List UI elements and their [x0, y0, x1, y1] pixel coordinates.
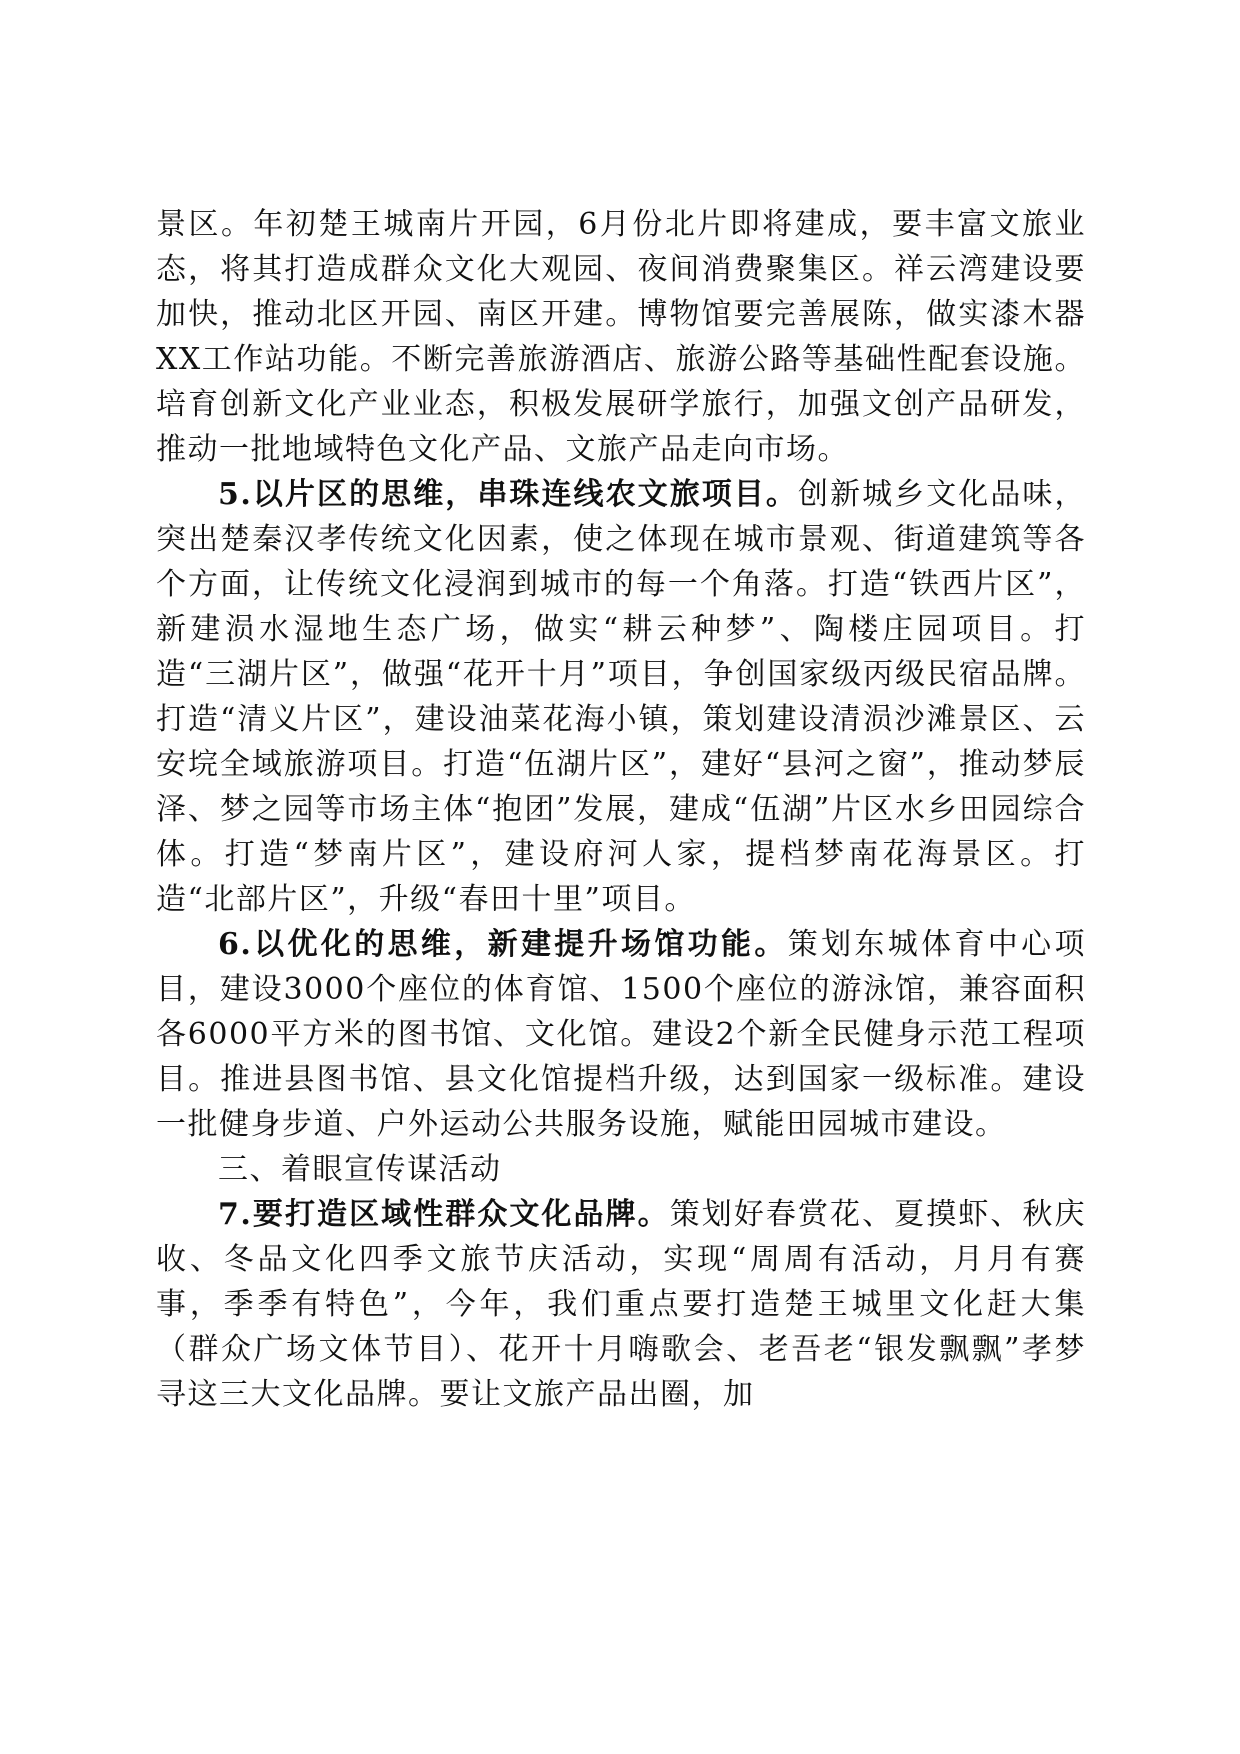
section-heading-publicity: [156, 1147, 1086, 1192]
paragraph-scenic-area: [156, 202, 1086, 472]
document-body: [156, 202, 1086, 1417]
paragraph-text: 创新城乡文化品味，突出楚秦汉孝传统文化因素，使之体现在城市景观、街道建筑等各个方面，让传统文化浸润到城市的每一个角落。打造“铁西片区”，新建涢水湿地生态广场，做实“耕云种梦”、陶楼庄园项目。打造“三湖片区”，做强“花开十月”项目，争创国家级丙级民宿品牌。打造“清义片区”，建设油菜花海小镇，策划建设清涢沙滩景区、云安垸全域旅游项目。打造“伍湖片区”，建好“县河之窗”，推动梦辰泽、梦之园等市场主体“抱团”发展，建成“伍湖”片区水乡田园综合体。打造“梦南片区”，建设府河人家，提档梦南花海景区。打造“北部片区”，升级“春田十里”项目。: [156, 477, 1086, 917]
paragraph-text: 策划东城体育中心项目，建设3000个座位的体育馆、1500个座位的游泳馆，兼容面积各6000平方米的图书馆、文化馆。建设2个新全民健身示范工程项目。推进县图书馆、县文化馆提档升级，达到国家一级标准。建设一批健身步道、户外运动公共服务设施，赋能田园城市建设。: [156, 927, 1086, 1142]
paragraph-text: 策划好春赏花、夏摸虾、秋庆收、冬品文化四季文旅节庆活动，实现“周周有活动，月月有赛事，季季有特色”，今年，我们重点要打造楚王城里文化赶大集（群众广场文体节目）、花开十月嗨歌会、老吾老“银发飘飘”孝梦寻这三大文化品牌。要让文旅产品出圈，加: [156, 1197, 1086, 1412]
paragraph-heading: 7.要打造区域性群众文化品牌。: [218, 1197, 670, 1232]
paragraph-heading: 5.以片区的思维，串珠连线农文旅项目。: [218, 477, 798, 512]
paragraph-text: 景区。年初楚王城南片开园，6月份北片即将建成，要丰富文旅业态，将其打造成群众文化大观园、夜间消费聚集区。祥云湾建设要加快，推动北区开园、南区开建。博物馆要完善展陈，做实漆木器XX工作站功能。不断完善旅游酒店、旅游公路等基础性配套设施。培育创新文化产业业态，积极发展研学旅行，加强文创产品研发，推动一批地域特色文化产品、文旅产品走向市场。: [156, 207, 1086, 467]
paragraph-heading: 6.以优化的思维，新建提升场馆功能。: [218, 927, 788, 962]
paragraph-cultural-brand: [156, 1192, 1086, 1417]
paragraph-district-projects: [156, 472, 1086, 922]
paragraph-venue-functions: [156, 922, 1086, 1147]
section-title: 三、着眼宣传谋活动: [218, 1152, 502, 1187]
